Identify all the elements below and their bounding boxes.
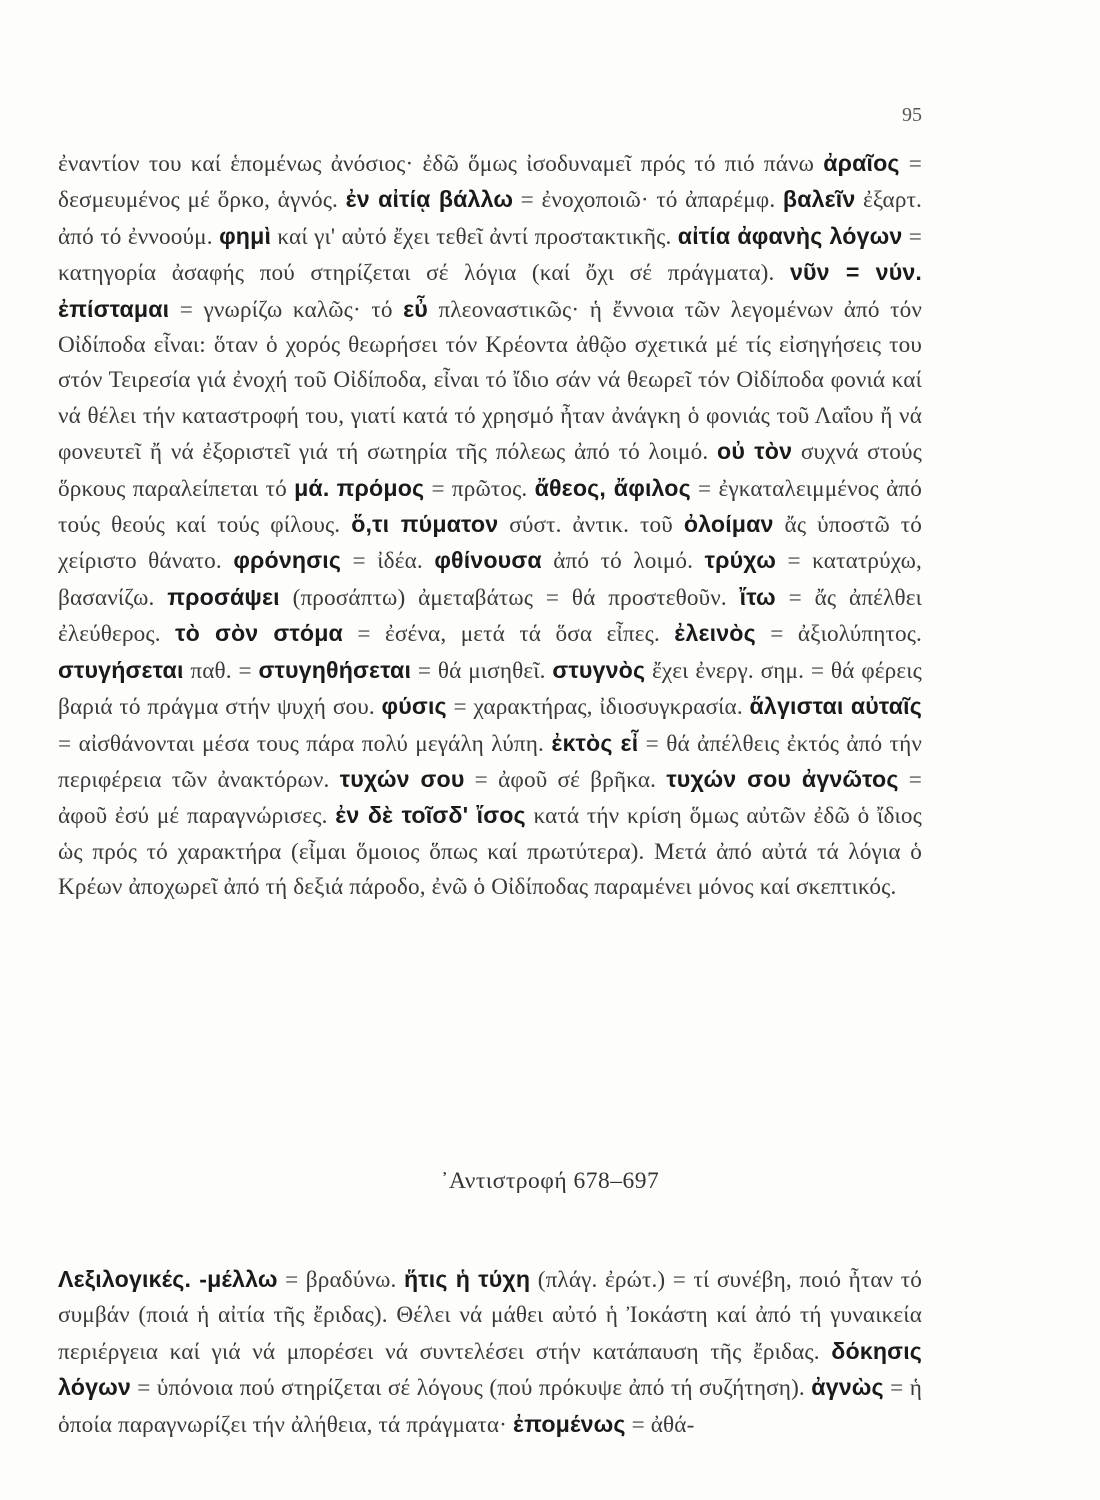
lemma-term: δόκησις λόγων: [58, 1337, 922, 1401]
commentary-text-block: [58, 146, 922, 906]
page-number: 95: [902, 104, 922, 126]
gloss-text: = δεσμευμένος μέ ὅρκο, ἁγνός.: [58, 151, 922, 214]
lemma-term: βαλεῖν: [782, 186, 856, 213]
vocabulary-paragraph: [58, 1262, 922, 1443]
lemma-term: νῦν = νύν.: [789, 259, 922, 286]
gloss-text: = κατηγορία ἀσαφής πού στηρίζεται σέ λόγια (καί ὄχι σέ πράγματα).: [58, 223, 922, 287]
section-heading: ᾿Αντιστροφή 678–697: [440, 1168, 660, 1194]
gloss-text: = γνωρίζω καλῶς· τό: [169, 296, 404, 323]
gloss-text: ἐναντίον του καί ἑπομένως ἀνόσιος· ἐδῶ ὅμως ἰσοδυναμεῖ πρός τό πιό πάνω: [58, 151, 824, 177]
lemma-term: ἐκτὸς εἶ: [551, 729, 639, 756]
gloss-text: = ἀφοῦ σέ βρῆκα.: [464, 766, 667, 793]
lemma-term: πρόμος: [336, 474, 425, 501]
gloss-text: (προσάπτω) ἀμεταβάτως = θά προστεθοῦν.: [279, 584, 740, 611]
lemma-term: τυχών σου: [339, 765, 465, 792]
gloss-text: = ἀφοῦ ἐσύ μέ παραγνώρισες.: [58, 766, 922, 830]
lemma-term: τὸ σὸν στόμα: [175, 620, 343, 647]
gloss-text: = αἰσθάνονται μέσα τους πάρα πολύ μεγάλη λύπη.: [58, 730, 552, 757]
lemma-term: ἐν δὲ τοῖσδ' ἴσος: [335, 802, 526, 829]
lemma-term: ἐν αἰτίᾳ βάλλω: [345, 186, 514, 213]
lemma-term: ἐλεινὸς: [674, 620, 756, 647]
gloss-text: = ἐνοχοποιῶ· τό ἀπαρέμφ.: [513, 187, 783, 214]
lemma-term: ἄθεος, ἄφιλος: [534, 474, 691, 501]
gloss-text: ἐξαρτ. ἀπό τό ἐννοούμ.: [58, 187, 922, 250]
gloss-text: = κατατρύχω, βασανίζω.: [58, 548, 922, 611]
lemma-term: ἀραῖος: [823, 150, 900, 176]
gloss-text: [329, 476, 336, 502]
gloss-text: ἀπό τό λοιμό.: [541, 548, 705, 575]
gloss-text: = ἐσένα, μετά τά ὅσα εἶπες.: [342, 621, 675, 648]
gloss-text: καί γι' αὐτό ἔχει τεθεῖ ἀντί προστακτικῆς.: [271, 223, 678, 250]
gloss-text: = ἡ ὁποία παραγνωρίζει τήν ἀλήθεια, τά πράγματα·: [58, 1375, 922, 1438]
lemma-term: τρύχω: [704, 547, 776, 574]
lemma-term: στυγηθήσεται: [258, 656, 412, 683]
lemma-term: τυχών σου ἀγνῶτος: [666, 765, 899, 792]
gloss-text: = ἄς ἀπέλθει ἐλεύθερος.: [58, 584, 922, 648]
gloss-text: ἄς ὑποστῶ τό χείριστο θάνατο.: [58, 512, 923, 575]
gloss-text: (πλάγ. ἐρώτ.) = τί συνέβη, ποιό ἦταν τό συμβάν (ποιά ἡ αἰτία τῆς ἔριδας). Θέλει νά μάθει αὐτό ἡ Ἰοκάστη καί ἀπό τή γυναικεία περιέργεια καί γιά νά μπορέσει νά συντελέσει στήν κατάπαυση τῆς ἔριδας.: [58, 1267, 922, 1365]
gloss-text: = ἀξιολύπητος.: [755, 621, 922, 648]
gloss-text: = θά ἀπέλθεις ἐκτός ἀπό τήν περιφέρεια τῶν ἀνακτόρων.: [58, 730, 922, 793]
lemma-term: στυγήσεται: [58, 656, 184, 683]
lemma-term: ἄλγισται αὐταῖς: [749, 693, 922, 720]
gloss-text: πλεοναστικῶς· ἡ ἔννοια τῶν λεγομένων ἀπό τόν Οἰδίποδα εἶναι: ὅταν ὁ χορός θεωρήσει τόν Κρέοντα ἀθῷο σχετικά μέ τίς εἰσηγήσεις του στόν Τειρεσία γιά ἐνοχή τοῦ Οἰδίποδα, εἶναι τό ἴδιο σάν νά θεωρεῖ τόν Οἰδίποδα φονιά καί νά θέλει τήν καταστροφή του, γιατί κατά τό χρησμό ἦταν ἀνάγκη ὁ φονιάς τοῦ Λαΐου ἤ νά φονευτεῖ ἤ νά ἐξοριστεῖ γιά τή σωτηρία τῆς πόλεως ἀπό τό λοιμό.: [58, 296, 922, 466]
gloss-text: = ἐγκαταλειμμένος ἀπό τούς θεούς καί τούς φίλους.: [58, 475, 922, 539]
gloss-text: = ὑπόνοια πού στηρίζεται σέ λόγους (πού πρόκυψε ἀπό τή συζήτηση).: [130, 1375, 812, 1402]
gloss-text: κατά τήν κρίση ὅμως αὐτῶν ἐδῶ ὁ ἴδιος ὡς πρός τό χαρακτήρα (εἶμαι ὅμοιος ὅπως καί πρωτύτερα). Μετά ἀπό αὐτά τά λόγια ὁ Κρέων ἀποχωρεῖ ἀπό τή δεξιά πάροδο, ἐνῶ ὁ Οἰδίποδας παραμένει μόνος καί σκεπτικός.: [58, 803, 923, 901]
lemma-term: μά.: [294, 474, 330, 501]
commentary-paragraph: [58, 146, 922, 906]
lemma-term: οὐ τὸν: [717, 438, 793, 465]
lemma-term: φύσις: [381, 693, 447, 720]
lemma-term: προσάψει: [167, 583, 280, 610]
gloss-text: = πρῶτος.: [424, 475, 535, 502]
lemma-term: ὀλοίμαν: [683, 511, 774, 538]
lemma-term: εὖ: [403, 295, 428, 322]
lemma-term: αἰτία ἀφανὴς λόγων: [677, 222, 903, 249]
lemma-term: Λεξιλογικές. -μέλλω: [58, 1266, 278, 1292]
vocabulary-text-block: [58, 1262, 922, 1443]
gloss-text: = ἰδέα.: [341, 548, 435, 575]
gloss-text: παθ. =: [183, 657, 259, 684]
lemma-term: φθίνουσα: [434, 547, 542, 574]
lemma-term: ἴτω: [739, 583, 776, 610]
lemma-term: ὅ,τι πύματον: [351, 511, 499, 538]
gloss-text: = θά μισηθεῖ.: [411, 657, 553, 684]
lemma-term: ἀγνὼς: [811, 1374, 884, 1401]
lemma-term: ἥτις ἡ τύχη: [403, 1266, 531, 1292]
gloss-text: συχνά στούς ὅρκους παραλείπεται τό: [58, 439, 923, 502]
lemma-term: φημὶ: [219, 222, 272, 249]
gloss-text: σύστ. ἀντικ. τοῦ: [498, 512, 684, 539]
gloss-text: = χαρακτήρας, ἰδιοσυγκρασία.: [446, 694, 750, 721]
gloss-text: = βραδύνω.: [277, 1267, 404, 1293]
lemma-term: στυγνὸς: [552, 656, 646, 683]
gloss-text: = ἀθά-: [625, 1411, 695, 1438]
gloss-text: ἔχει ἐνεργ. σημ. = θά φέρεις βαριά τό πράγμα στήν ψυχή σου.: [58, 657, 922, 721]
lemma-term: ἐπίσταμαι: [58, 295, 170, 322]
lemma-term: φρόνησις: [233, 547, 342, 574]
lemma-term: ἐπομένως: [512, 1410, 626, 1437]
